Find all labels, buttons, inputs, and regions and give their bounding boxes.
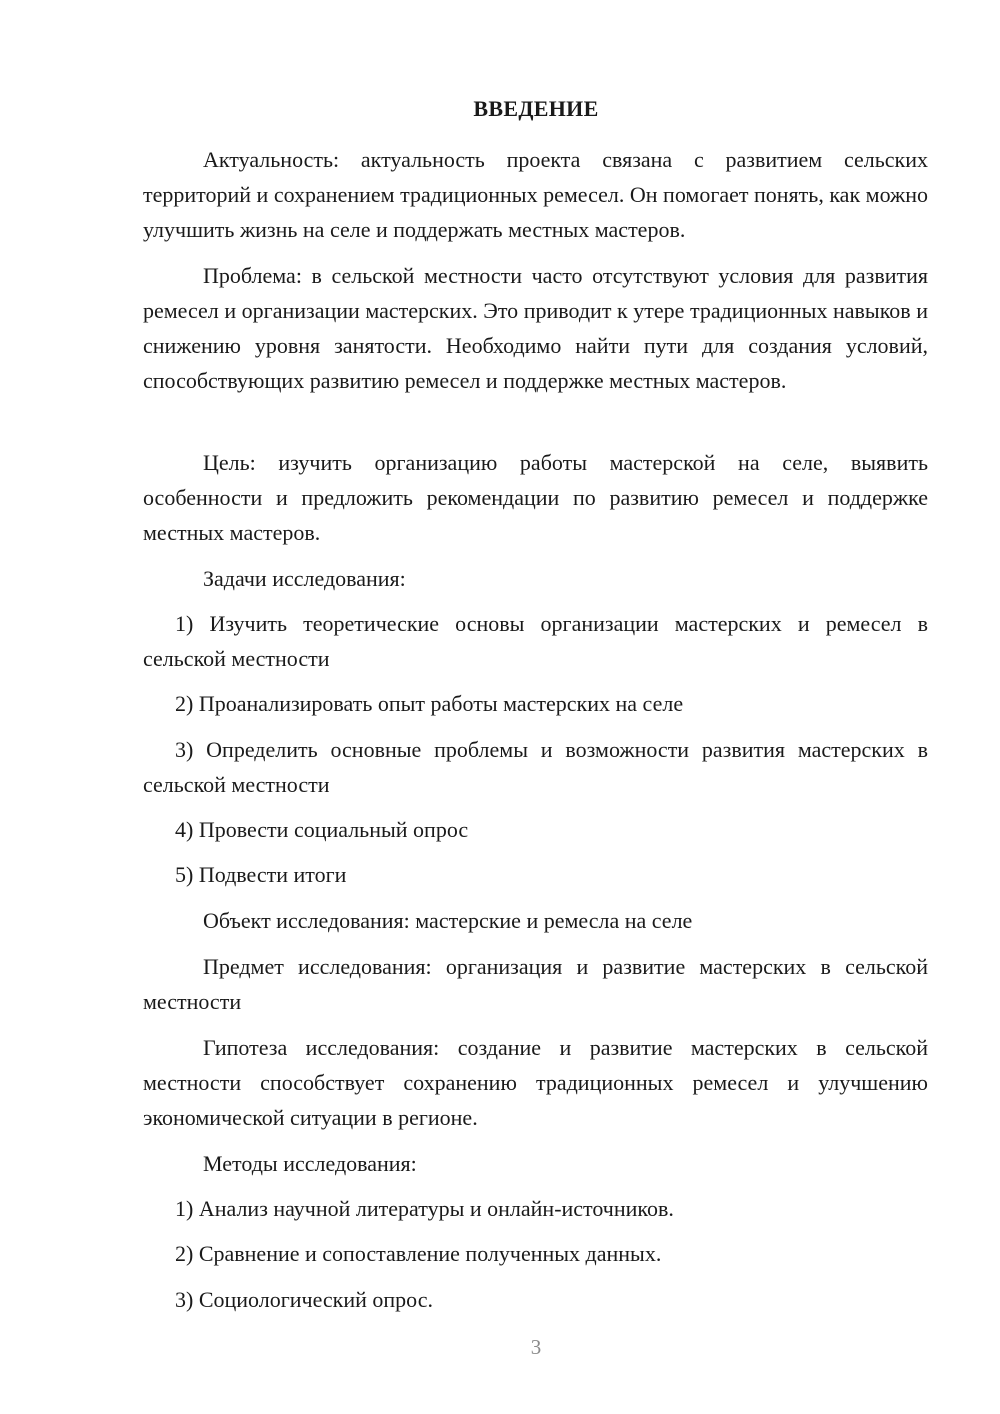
tasks-heading: Задачи исследования: — [203, 566, 406, 591]
relevance-paragraph: Актуальность: актуальность проекта связана с развитием сельских территорий и сохранением традиционных ремесел. Он помогает понять, как можно улучшить жизнь на селе и поддержать местных мастеров. — [143, 147, 928, 242]
task-item: 2) Проанализировать опыт работы мастерских на селе — [175, 691, 684, 716]
task-item: 4) Провести социальный опрос — [175, 817, 469, 842]
task-item: 1) Изучить теоретические основы организации мастерских и ремесел в сельской местности — [143, 611, 928, 671]
subject-paragraph: Предмет исследования: организация и развитие мастерских в сельской местности — [143, 954, 928, 1014]
methods-heading: Методы исследования: — [203, 1151, 417, 1176]
hypothesis-paragraph: Гипотеза исследования: создание и развитие мастерских в сельской местности способствует сохранению традиционных ремесел и улучшению экономической ситуации в регионе. — [143, 1035, 928, 1130]
method-item: 1) Анализ научной литературы и онлайн-источников. — [175, 1196, 674, 1221]
method-item: 3) Социологический опрос. — [175, 1287, 433, 1312]
goal-paragraph: Цель: изучить организацию работы мастерской на селе, выявить особенности и предложить рекомендации по развитию ремесел и поддержке местных мастеров. — [143, 450, 928, 545]
problem-paragraph: Проблема: в сельской местности часто отсутствуют условия для развития ремесел и организации мастерских. Это приводит к утере традиционных навыков и снижению уровня занятости. Необходимо найти пути для создания условий, способствующих развитию ремесел и поддержке местных мастеров. — [143, 263, 928, 393]
section-heading: ВВЕДЕНИЕ — [473, 96, 599, 121]
method-item: 2) Сравнение и сопоставление полученных данных. — [175, 1241, 662, 1266]
object-paragraph: Объект исследования: мастерские и ремесла на селе — [203, 908, 693, 933]
page-number: 3 — [530, 1335, 542, 1359]
task-item: 5) Подвести итоги — [175, 862, 347, 887]
task-item: 3) Определить основные проблемы и возможности развития мастерских в сельской местности — [143, 737, 928, 797]
